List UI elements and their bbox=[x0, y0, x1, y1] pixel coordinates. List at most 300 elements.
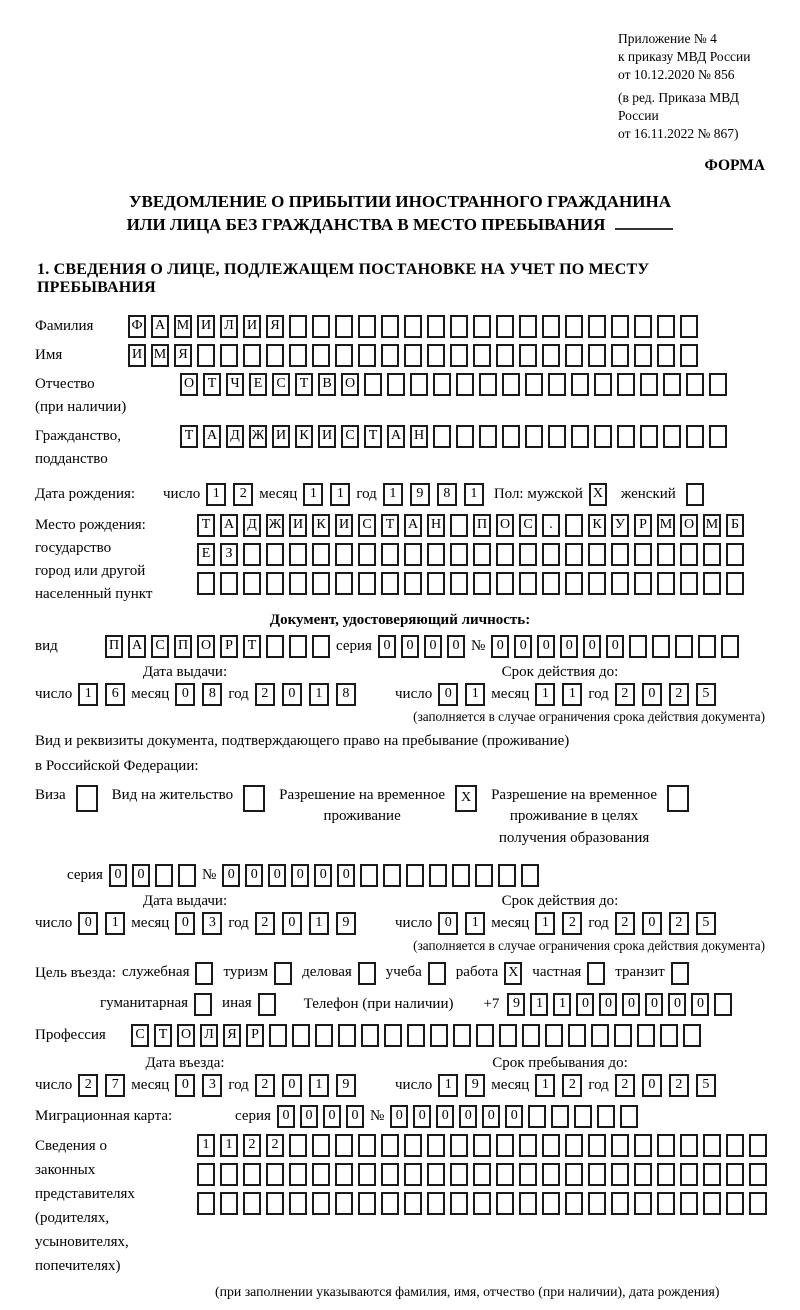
identity-doc-heading: Документ, удостоверяющий личность: bbox=[269, 611, 531, 628]
char-box bbox=[680, 344, 698, 367]
firstname-row bbox=[35, 344, 765, 367]
char-box: 5 bbox=[696, 1074, 716, 1097]
char-box bbox=[703, 1134, 721, 1157]
char-box bbox=[410, 373, 428, 396]
char-box: Р bbox=[634, 514, 652, 537]
char-box: О bbox=[496, 514, 514, 537]
char-box: С bbox=[272, 373, 290, 396]
char-box bbox=[406, 864, 424, 887]
char-box bbox=[528, 1105, 546, 1128]
char-box bbox=[594, 425, 612, 448]
res-valid-day-boxes bbox=[438, 912, 485, 935]
char-box bbox=[640, 425, 658, 448]
char-box bbox=[266, 1163, 284, 1186]
stay-until-col bbox=[395, 1055, 765, 1097]
purpose-official-checkbox bbox=[195, 962, 213, 985]
char-box bbox=[703, 1192, 721, 1215]
char-box bbox=[594, 373, 612, 396]
citizenship-label-line: подданство bbox=[35, 450, 108, 467]
char-box: 8 bbox=[336, 683, 356, 706]
migration-number-boxes bbox=[390, 1105, 638, 1128]
migration-card-label: Миграционная карта: bbox=[35, 1107, 173, 1124]
char-box bbox=[312, 344, 330, 367]
char-box bbox=[726, 1134, 744, 1157]
char-box bbox=[680, 543, 698, 566]
char-box bbox=[450, 315, 468, 338]
appendix-line: к приказу МВД России bbox=[618, 48, 751, 64]
char-box bbox=[456, 373, 474, 396]
char-box bbox=[637, 1024, 655, 1047]
char-box: 2 bbox=[562, 1074, 582, 1097]
char-box: О bbox=[197, 635, 215, 658]
char-box bbox=[519, 1163, 537, 1186]
char-box bbox=[243, 344, 261, 367]
char-box: Б bbox=[726, 514, 744, 537]
char-box bbox=[404, 1163, 422, 1186]
char-box: 0 bbox=[642, 683, 662, 706]
number-label: № bbox=[369, 1107, 385, 1124]
char-box: 5 bbox=[696, 683, 716, 706]
purpose-study: учеба bbox=[386, 962, 446, 985]
doc-seriya-boxes bbox=[378, 635, 465, 658]
char-box bbox=[542, 543, 560, 566]
purpose-transit: транзит bbox=[615, 962, 688, 985]
char-box bbox=[430, 1024, 448, 1047]
char-box: 3 bbox=[202, 1074, 222, 1097]
stay-until-group bbox=[395, 1074, 765, 1097]
char-box bbox=[289, 315, 307, 338]
char-box bbox=[266, 344, 284, 367]
char-box: Ж bbox=[266, 514, 284, 537]
day-label: число bbox=[395, 1076, 433, 1093]
char-box bbox=[289, 1134, 307, 1157]
char-box bbox=[358, 543, 376, 566]
char-box bbox=[456, 425, 474, 448]
residence-seriya-boxes bbox=[109, 864, 196, 887]
char-box: К bbox=[588, 514, 606, 537]
char-box bbox=[473, 315, 491, 338]
char-box bbox=[473, 543, 491, 566]
char-box bbox=[565, 1134, 583, 1157]
char-box bbox=[587, 962, 605, 985]
profession-boxes bbox=[131, 1024, 701, 1047]
temporary-residence-option bbox=[279, 785, 477, 829]
char-box bbox=[195, 962, 213, 985]
char-box bbox=[588, 1134, 606, 1157]
char-box bbox=[617, 373, 635, 396]
number-label: № bbox=[201, 866, 217, 883]
year-label: год bbox=[588, 685, 609, 702]
char-box bbox=[502, 373, 520, 396]
char-box: А bbox=[404, 514, 422, 537]
title-line-2: ИЛИ ЛИЦА БЕЗ ГРАЖДАНСТВА В МЕСТО ПРЕБЫВАНИЯ bbox=[35, 214, 765, 237]
purpose-work: работа X bbox=[456, 962, 523, 985]
char-box bbox=[565, 344, 583, 367]
char-box: М bbox=[703, 514, 721, 537]
char-box: 1 bbox=[464, 483, 484, 506]
char-box bbox=[565, 543, 583, 566]
char-box: 1 bbox=[309, 683, 329, 706]
representatives-grid bbox=[197, 1134, 767, 1215]
char-box bbox=[427, 543, 445, 566]
birth-place-row bbox=[35, 514, 765, 606]
char-box bbox=[686, 425, 704, 448]
char-box: 0 bbox=[505, 1105, 523, 1128]
purpose-other: иная bbox=[222, 993, 276, 1016]
char-box bbox=[450, 572, 468, 595]
char-box: И bbox=[243, 315, 261, 338]
char-box: 0 bbox=[78, 912, 98, 935]
firstname-boxes bbox=[128, 344, 698, 367]
char-box: 2 bbox=[669, 1074, 689, 1097]
char-box: Ч bbox=[226, 373, 244, 396]
month-label: месяц bbox=[491, 1076, 530, 1093]
char-box: А bbox=[151, 315, 169, 338]
entry-date-head: Дата въезда: bbox=[145, 1054, 225, 1071]
char-box bbox=[726, 543, 744, 566]
char-box: 0 bbox=[668, 993, 686, 1016]
char-box: 0 bbox=[282, 683, 302, 706]
char-box: 1 bbox=[383, 483, 403, 506]
temporary-residence-label: Разрешение на временное проживание bbox=[279, 786, 446, 825]
char-box bbox=[361, 1024, 379, 1047]
char-box bbox=[657, 572, 675, 595]
char-box bbox=[404, 344, 422, 367]
char-box bbox=[519, 1192, 537, 1215]
char-box bbox=[726, 572, 744, 595]
char-box: М bbox=[151, 344, 169, 367]
valid-until-head: Срок действия до: bbox=[501, 892, 619, 909]
char-box: 2 bbox=[255, 683, 275, 706]
char-box bbox=[657, 1192, 675, 1215]
birth-day-boxes bbox=[206, 483, 253, 506]
gender-female-label: женский bbox=[620, 485, 676, 502]
char-box: П bbox=[174, 635, 192, 658]
char-box bbox=[473, 344, 491, 367]
char-box bbox=[611, 315, 629, 338]
char-box bbox=[450, 1134, 468, 1157]
char-box: 0 bbox=[537, 635, 555, 658]
education-residence-label: Разрешение на временное проживание в целях получения образования bbox=[491, 786, 658, 847]
char-box: Т bbox=[381, 514, 399, 537]
purpose-tourism: туризм bbox=[223, 962, 292, 985]
char-box bbox=[496, 1192, 514, 1215]
char-box bbox=[266, 572, 284, 595]
char-box bbox=[450, 1163, 468, 1186]
char-box: С bbox=[151, 635, 169, 658]
char-box: 0 bbox=[300, 1105, 318, 1128]
char-box: С bbox=[131, 1024, 149, 1047]
char-box bbox=[381, 344, 399, 367]
representatives-label bbox=[35, 1134, 197, 1278]
valid-year-boxes bbox=[615, 683, 716, 706]
birth-month-boxes bbox=[303, 483, 350, 506]
surname-boxes bbox=[128, 315, 698, 338]
char-box bbox=[686, 373, 704, 396]
surname-label: Фамилия bbox=[35, 317, 94, 334]
char-box bbox=[657, 344, 675, 367]
char-box: 1 bbox=[553, 993, 571, 1016]
valid-month-boxes bbox=[535, 683, 582, 706]
char-box: 1 bbox=[220, 1134, 238, 1157]
char-box bbox=[614, 1024, 632, 1047]
day-label: число bbox=[395, 914, 433, 931]
char-box bbox=[358, 344, 376, 367]
issue-day-boxes bbox=[78, 683, 125, 706]
issue-year-boxes bbox=[255, 683, 356, 706]
char-box bbox=[335, 315, 353, 338]
char-box bbox=[568, 1024, 586, 1047]
char-box: Р bbox=[246, 1024, 264, 1047]
char-box bbox=[721, 635, 739, 658]
char-box bbox=[663, 425, 681, 448]
char-box bbox=[749, 1134, 767, 1157]
char-box: 1 bbox=[330, 483, 350, 506]
char-box: 1 bbox=[309, 1074, 329, 1097]
char-box: 0 bbox=[691, 993, 709, 1016]
char-box: З bbox=[220, 543, 238, 566]
char-box: Т bbox=[154, 1024, 172, 1047]
entry-date-group bbox=[35, 1074, 395, 1097]
char-box bbox=[312, 315, 330, 338]
char-box bbox=[496, 572, 514, 595]
char-box bbox=[634, 315, 652, 338]
res-issue-month-boxes bbox=[175, 912, 222, 935]
char-box: Т bbox=[295, 373, 313, 396]
char-box bbox=[496, 1134, 514, 1157]
citizenship-boxes bbox=[180, 425, 727, 448]
char-box bbox=[76, 785, 98, 812]
char-box bbox=[565, 1163, 583, 1186]
char-box: . bbox=[542, 514, 560, 537]
char-box bbox=[292, 1024, 310, 1047]
char-box bbox=[335, 1134, 353, 1157]
char-box: 0 bbox=[401, 635, 419, 658]
char-box: О bbox=[341, 373, 359, 396]
char-box bbox=[496, 543, 514, 566]
char-box: К bbox=[312, 514, 330, 537]
char-box: 2 bbox=[669, 683, 689, 706]
char-box: Т bbox=[197, 514, 215, 537]
char-box: И bbox=[272, 425, 290, 448]
seriya-label: серия bbox=[67, 866, 103, 883]
profession-label: Профессия bbox=[35, 1026, 106, 1043]
char-box bbox=[634, 1163, 652, 1186]
char-box: 2 bbox=[243, 1134, 261, 1157]
char-box bbox=[597, 1105, 615, 1128]
residence-valid-col bbox=[395, 893, 765, 954]
birth-place-label-line: город или другой bbox=[35, 562, 146, 579]
char-box bbox=[657, 543, 675, 566]
char-box: К bbox=[295, 425, 313, 448]
char-box bbox=[675, 635, 693, 658]
char-box: X bbox=[589, 483, 607, 506]
char-box bbox=[243, 572, 261, 595]
char-box: 9 bbox=[336, 1074, 356, 1097]
month-label: месяц bbox=[131, 685, 170, 702]
purpose-transit-checkbox bbox=[671, 962, 689, 985]
purpose-business-checkbox bbox=[358, 962, 376, 985]
char-box bbox=[312, 1163, 330, 1186]
char-box bbox=[358, 1192, 376, 1215]
char-box bbox=[479, 425, 497, 448]
patronymic-row bbox=[35, 373, 765, 419]
purpose-business: деловая bbox=[302, 962, 376, 985]
title-line-1: УВЕДОМЛЕНИЕ О ПРИБЫТИИ ИНОСТРАННОГО ГРАЖДАНИНА bbox=[129, 191, 671, 211]
char-box: И bbox=[289, 514, 307, 537]
char-box: И bbox=[335, 514, 353, 537]
char-box: Т bbox=[180, 425, 198, 448]
temporary-residence-checkbox bbox=[455, 785, 477, 812]
day-label: число bbox=[35, 685, 73, 702]
char-box bbox=[473, 1163, 491, 1186]
char-box: Н bbox=[427, 514, 445, 537]
birth-place-label-line: населенный пункт bbox=[35, 585, 153, 602]
revision-line: (в ред. Приказа МВД России bbox=[618, 89, 739, 123]
residence-dates bbox=[35, 893, 765, 954]
char-box: 2 bbox=[233, 483, 253, 506]
char-box bbox=[611, 1192, 629, 1215]
char-box: 2 bbox=[78, 1074, 98, 1097]
char-box: 1 bbox=[206, 483, 226, 506]
char-box: 0 bbox=[642, 912, 662, 935]
form-word: ФОРМА bbox=[704, 156, 765, 174]
char-box bbox=[652, 635, 670, 658]
purpose-private: частная bbox=[532, 962, 605, 985]
representatives-label-line: попечителях) bbox=[35, 1257, 121, 1274]
char-box bbox=[450, 344, 468, 367]
char-box bbox=[404, 1192, 422, 1215]
char-box bbox=[680, 572, 698, 595]
char-box: М bbox=[174, 315, 192, 338]
char-box bbox=[404, 315, 422, 338]
residence-seriya-row bbox=[67, 864, 765, 887]
char-box: 0 bbox=[245, 864, 263, 887]
citizenship-label bbox=[35, 425, 180, 471]
char-box bbox=[588, 1163, 606, 1186]
validity-footnote: (заполняется в случае ограничения срока действия документа) bbox=[413, 937, 765, 953]
validity-footnote: (заполняется в случае ограничения срока действия документа) bbox=[413, 708, 765, 724]
entry-year-boxes bbox=[255, 1074, 356, 1097]
char-box bbox=[542, 315, 560, 338]
identity-issue-col bbox=[35, 664, 395, 725]
birth-place-label bbox=[35, 514, 197, 606]
residence-permit-label: Вид на жительство bbox=[111, 786, 234, 803]
char-box: 0 bbox=[642, 1074, 662, 1097]
char-box: 0 bbox=[413, 1105, 431, 1128]
char-box: М bbox=[657, 514, 675, 537]
char-box: И bbox=[318, 425, 336, 448]
purpose-study-checkbox bbox=[428, 962, 446, 985]
char-box bbox=[548, 373, 566, 396]
residence-issue-group bbox=[35, 912, 395, 935]
char-box: 0 bbox=[346, 1105, 364, 1128]
phone-group bbox=[304, 993, 733, 1016]
birth-year-boxes bbox=[383, 483, 484, 506]
char-box bbox=[360, 864, 378, 887]
char-box: 0 bbox=[109, 864, 127, 887]
char-box bbox=[629, 635, 647, 658]
char-box bbox=[502, 425, 520, 448]
char-box bbox=[634, 572, 652, 595]
purpose-other-checkbox bbox=[258, 993, 276, 1016]
char-box bbox=[749, 1192, 767, 1215]
char-box bbox=[565, 572, 583, 595]
identity-doc-row bbox=[35, 635, 765, 658]
char-box: В bbox=[318, 373, 336, 396]
char-box bbox=[453, 1024, 471, 1047]
entry-month-boxes bbox=[175, 1074, 222, 1097]
section1-heading: 1. СВЕДЕНИЯ О ЛИЦЕ, ПОДЛЕЖАЩЕМ ПОСТАНОВКЕ НА УЧЕТ ПО МЕСТУ ПРЕБЫВАНИЯ bbox=[37, 260, 650, 296]
residence-doc-line1: Вид и реквизиты документа, подтверждающего право на пребывание (проживание) bbox=[35, 732, 570, 749]
char-box bbox=[381, 543, 399, 566]
phone-label: Телефон (при наличии) bbox=[303, 995, 454, 1012]
char-box bbox=[220, 572, 238, 595]
char-box: 0 bbox=[277, 1105, 295, 1128]
char-box bbox=[381, 1134, 399, 1157]
char-box bbox=[358, 962, 376, 985]
appendix-note bbox=[618, 30, 765, 143]
char-box bbox=[726, 1163, 744, 1186]
char-box bbox=[671, 962, 689, 985]
char-box bbox=[266, 1192, 284, 1215]
day-label: число bbox=[163, 485, 201, 502]
char-box bbox=[450, 514, 468, 537]
char-box: 0 bbox=[175, 1074, 195, 1097]
char-box bbox=[289, 1163, 307, 1186]
char-box: Л bbox=[220, 315, 238, 338]
year-label: год bbox=[228, 1076, 249, 1093]
representatives-label-line: (родителях, bbox=[35, 1209, 110, 1226]
char-box bbox=[476, 1024, 494, 1047]
char-box: 0 bbox=[268, 864, 286, 887]
char-box bbox=[634, 344, 652, 367]
blank-underline bbox=[615, 214, 673, 230]
char-box bbox=[519, 543, 537, 566]
char-box bbox=[220, 344, 238, 367]
revision-line: от 16.11.2022 № 867) bbox=[618, 125, 739, 141]
patronymic-boxes bbox=[180, 373, 727, 396]
char-box: 0 bbox=[222, 864, 240, 887]
year-label: год bbox=[228, 914, 249, 931]
char-box bbox=[429, 864, 447, 887]
month-label: месяц bbox=[131, 1076, 170, 1093]
char-box bbox=[749, 1163, 767, 1186]
char-box bbox=[611, 344, 629, 367]
char-box bbox=[571, 425, 589, 448]
char-box bbox=[358, 1134, 376, 1157]
char-box bbox=[289, 1192, 307, 1215]
char-box bbox=[243, 1192, 261, 1215]
firstname-label: Имя bbox=[35, 346, 63, 363]
birth-place-label-line: государство bbox=[35, 539, 112, 556]
char-box bbox=[312, 572, 330, 595]
char-box bbox=[266, 635, 284, 658]
representatives-boxes-row2 bbox=[197, 1163, 767, 1186]
char-box bbox=[315, 1024, 333, 1047]
char-box: 2 bbox=[615, 912, 635, 935]
res-issue-day-boxes bbox=[78, 912, 125, 935]
char-box: 0 bbox=[132, 864, 150, 887]
char-box bbox=[404, 572, 422, 595]
char-box bbox=[660, 1024, 678, 1047]
char-box bbox=[663, 373, 681, 396]
char-box bbox=[634, 1192, 652, 1215]
char-box bbox=[289, 572, 307, 595]
char-box: 0 bbox=[622, 993, 640, 1016]
char-box bbox=[522, 1024, 540, 1047]
entry-dates bbox=[35, 1055, 765, 1097]
